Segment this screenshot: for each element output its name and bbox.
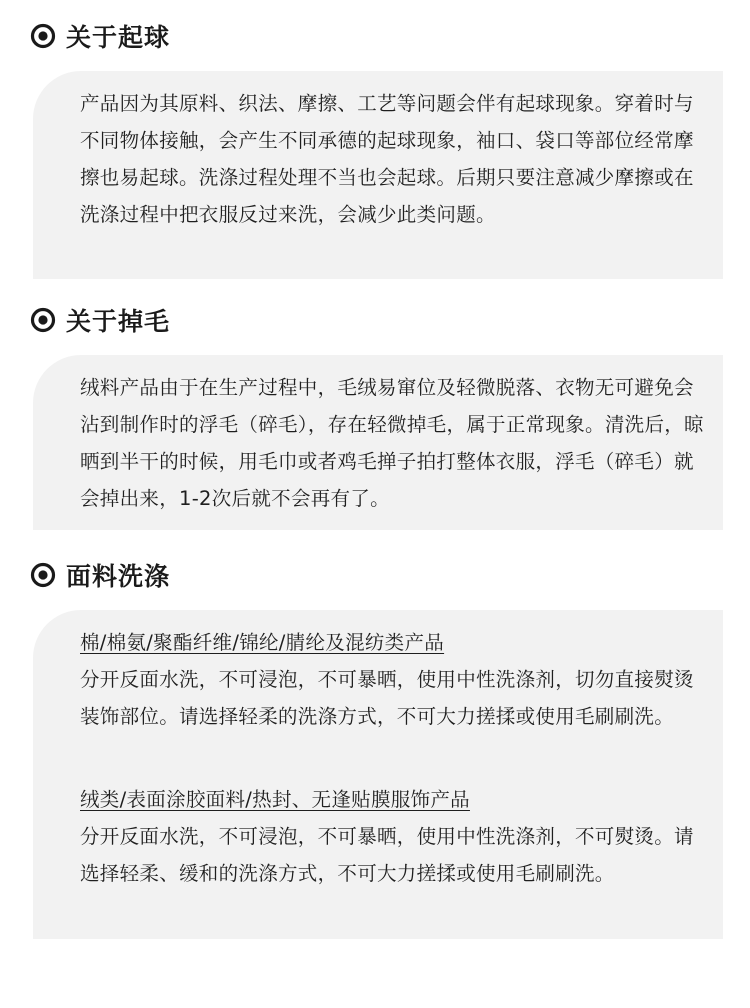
target-circle-icon [30,23,56,49]
section-heading [30,557,170,593]
section-heading [30,18,170,54]
info-card [33,610,723,939]
section-title: 关于掉毛 [66,307,171,336]
fabric-group-paragraph: 分开反面水洗，不可浸泡，不可暴晒，使用中性洗涤剂，切勿直接熨烫装饰部位。请选择轻柔的洗涤方式，不可大力搓揉或使用毛刷刷洗。 [80,668,694,728]
info-card [33,71,723,279]
section-paragraph: 产品因为其原料、织法、摩擦、工艺等问题会伴有起球现象。穿着时与不同物体接触，会产生不同承德的起球现象，袖口、袋口等部位经常摩擦也易起球。洗涤过程处理不当也会起球。后期只要注意减少摩擦或在洗涤过程中把衣服反过来洗，会减少此类问题。 [80,92,694,226]
fabric-group-subtitle: 绒类/表面涂胶面料/热封、无逢贴膜服饰产品 [80,788,470,811]
target-circle-icon [30,562,56,588]
section-title: 关于起球 [66,23,171,52]
fabric-group-subtitle: 棉/棉氨/聚酯纤维/锦纶/腈纶及混纺类产品 [80,631,445,654]
info-card [33,355,723,530]
section-title: 面料洗涤 [66,562,171,591]
section-paragraph: 绒料产品由于在生产过程中，毛绒易窜位及轻微脱落、衣物无可避免会沾到制作时的浮毛（碎毛），存在轻微掉毛，属于正常现象。清洗后，晾晒到半干的时候，用毛巾或者鸡毛掸子拍打整体衣服，浮毛（碎毛）就会掉出来，1-2次后就不会再有了。 [80,376,704,510]
fabric-group-paragraph: 分开反面水洗，不可浸泡，不可暴晒，使用中性洗涤剂，不可熨烫。请选择轻柔、缓和的洗涤方式，不可大力搓揉或使用毛刷刷洗。 [80,825,694,885]
target-circle-icon [30,307,56,333]
section-heading [30,302,170,338]
